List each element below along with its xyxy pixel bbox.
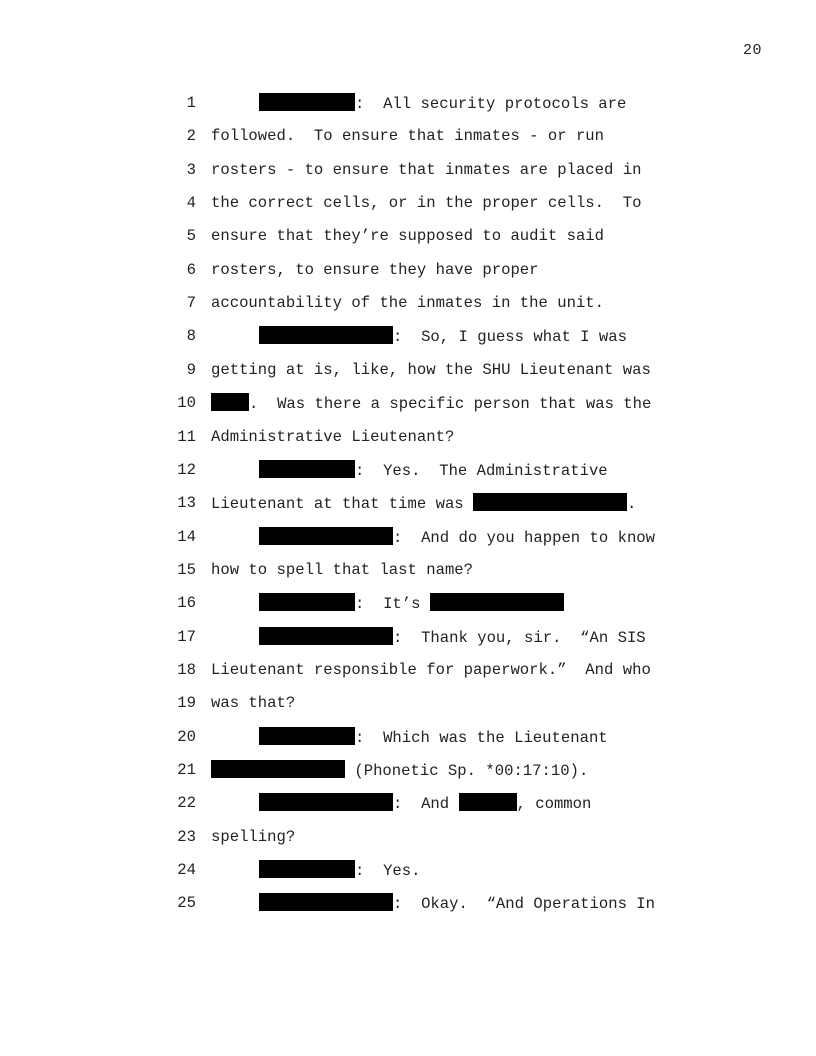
redaction-block — [259, 727, 355, 745]
transcript-line — [0, 493, 816, 526]
line-number: 8 — [186, 327, 196, 346]
redaction-block — [259, 527, 393, 545]
redaction-block — [211, 760, 345, 778]
line-text — [259, 860, 421, 881]
text-segment: ensure that they’re supposed to audit said — [211, 227, 605, 246]
line-text — [211, 260, 539, 280]
line-number: 18 — [177, 660, 196, 679]
text-segment: : Yes. — [355, 862, 421, 881]
line-text — [211, 760, 588, 781]
redaction-block — [473, 493, 627, 511]
redaction-block — [459, 793, 517, 811]
transcript-line — [0, 893, 816, 926]
line-number: 1 — [186, 94, 196, 112]
line-number: 12 — [177, 460, 196, 479]
transcript-line — [0, 760, 816, 793]
transcript-line — [0, 860, 816, 893]
redaction-block — [259, 793, 393, 811]
line-number: 10 — [177, 394, 196, 413]
text-segment: was that? — [211, 694, 296, 713]
line-text — [259, 527, 655, 548]
line-text — [211, 493, 636, 514]
transcript-line — [0, 727, 816, 760]
transcript-line — [0, 93, 816, 126]
line-text — [259, 727, 608, 748]
transcript-line — [0, 660, 816, 693]
line-text — [259, 593, 564, 614]
transcript-line — [0, 827, 816, 860]
transcript-line — [0, 593, 816, 626]
line-text — [211, 660, 651, 680]
line-text — [211, 393, 651, 414]
transcript-line — [0, 126, 816, 159]
text-segment: : All security protocols are — [355, 95, 627, 113]
transcript-line — [0, 360, 816, 393]
redaction-block — [211, 393, 249, 411]
text-segment: Lieutenant at that time was — [211, 495, 474, 514]
text-segment: Administrative Lieutenant? — [211, 427, 455, 446]
text-segment: getting at is, like, how the SHU Lieutenant was — [211, 360, 651, 379]
transcript-line — [0, 393, 816, 426]
line-number: 17 — [177, 627, 196, 646]
redaction-block — [259, 893, 393, 911]
line-number: 24 — [177, 861, 196, 880]
text-segment: spelling? — [211, 827, 296, 846]
line-text — [211, 226, 604, 246]
line-text — [211, 126, 604, 146]
redaction-block — [259, 593, 355, 611]
text-segment: accountability of the inmates in the unit. — [211, 294, 605, 313]
line-number: 5 — [186, 227, 196, 246]
line-number: 13 — [177, 494, 196, 513]
page-number: 20 — [742, 42, 762, 59]
text-segment: . — [627, 495, 637, 514]
text-segment: : Yes. The Administrative — [355, 461, 608, 480]
transcript-line — [0, 326, 816, 359]
transcript-line — [0, 693, 816, 726]
line-text — [259, 627, 646, 648]
text-segment: Lieutenant responsible for paperwork.” And who — [211, 660, 651, 679]
line-number: 9 — [186, 360, 196, 379]
text-segment: followed. To ensure that inmates - or run — [211, 127, 605, 146]
text-segment: : It’s — [355, 595, 430, 614]
text-segment: rosters, to ensure they have proper — [211, 260, 539, 279]
line-text — [211, 560, 473, 580]
line-text — [259, 793, 591, 814]
line-text — [259, 893, 655, 914]
line-text — [259, 460, 608, 481]
redaction-block — [259, 627, 393, 645]
transcript-line — [0, 793, 816, 826]
transcript-line — [0, 226, 816, 259]
line-number: 14 — [177, 527, 196, 546]
line-number: 3 — [186, 160, 196, 179]
text-segment: rosters - to ensure that inmates are placed in — [211, 160, 642, 179]
redaction-block — [259, 460, 355, 478]
line-number: 25 — [177, 894, 196, 913]
text-segment: : And do you happen to know — [393, 528, 656, 547]
redaction-block — [259, 860, 355, 878]
line-number: 6 — [186, 260, 196, 279]
line-text — [211, 427, 454, 447]
line-text — [211, 693, 295, 713]
line-number: 7 — [186, 294, 196, 313]
redaction-block — [259, 93, 355, 111]
transcript-line — [0, 560, 816, 593]
line-number: 23 — [177, 827, 196, 846]
transcript-line — [0, 293, 816, 326]
transcript-line — [0, 427, 816, 460]
line-number: 4 — [186, 194, 196, 213]
text-segment: : Okay. “And Operations In — [393, 895, 656, 914]
redaction-block — [430, 593, 564, 611]
line-number: 20 — [177, 727, 196, 746]
text-segment: : And — [393, 795, 459, 814]
transcript-line — [0, 460, 816, 493]
transcript-line — [0, 193, 816, 226]
transcript-line — [0, 160, 816, 193]
line-number: 19 — [177, 694, 196, 713]
line-number: 21 — [177, 761, 196, 779]
line-number: 2 — [186, 127, 196, 146]
line-text — [259, 326, 627, 347]
line-number: 15 — [177, 560, 196, 579]
line-text — [259, 93, 626, 114]
text-segment: : So, I guess what I was — [393, 328, 627, 347]
line-number: 16 — [177, 594, 196, 613]
redaction-block — [259, 326, 393, 344]
line-text — [211, 160, 641, 180]
text-segment: (Phonetic Sp. *00:17:10). — [345, 762, 589, 780]
transcript-line — [0, 627, 816, 660]
line-text — [211, 827, 295, 847]
transcript-line — [0, 260, 816, 293]
text-segment: : Which was the Lieutenant — [355, 728, 608, 747]
text-segment: , common — [516, 795, 592, 814]
line-text — [211, 193, 641, 213]
text-segment: : Thank you, sir. “An SIS — [393, 628, 646, 647]
line-text — [211, 293, 604, 313]
line-number: 11 — [177, 427, 196, 446]
text-segment: how to spell that last name? — [211, 560, 474, 579]
line-text — [211, 360, 651, 380]
transcript-line — [0, 527, 816, 560]
text-segment: the correct cells, or in the proper cells. To — [211, 194, 642, 213]
line-number: 22 — [177, 794, 196, 813]
text-segment: . Was there a specific person that was the — [249, 395, 652, 414]
